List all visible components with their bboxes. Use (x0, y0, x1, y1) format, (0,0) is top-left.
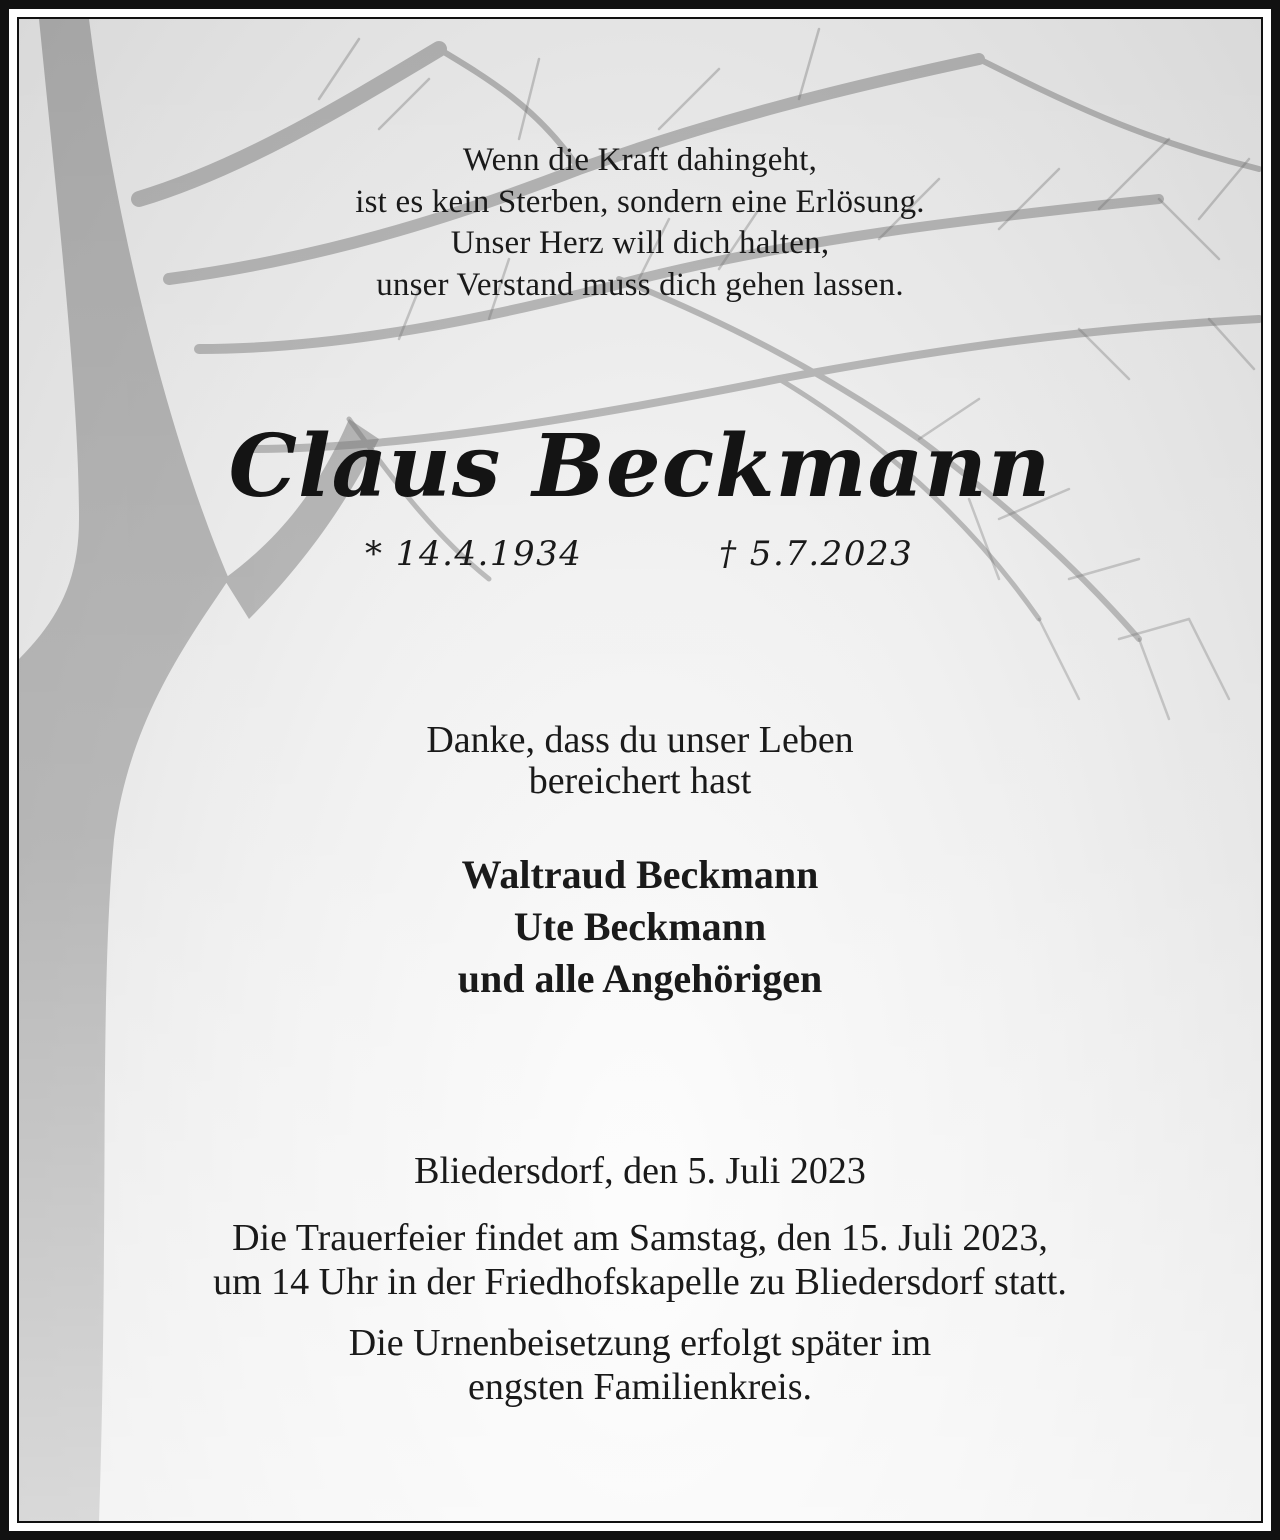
quote-line: Wenn die Kraft dahingeht, (462, 142, 818, 178)
thanks-line: bereichert hast (528, 760, 752, 802)
ceremony-info (19, 1216, 1261, 1304)
death-date: † 5.7.2023 (719, 534, 914, 574)
thanks-text (19, 720, 1261, 802)
quote-line: ist es kein Sterben, sondern eine Erlösung. (355, 183, 925, 220)
notice-frame (17, 17, 1263, 1523)
ceremony-line: Die Trauerfeier findet am Samstag, den 15. Juli 2023, (232, 1217, 1048, 1259)
quote-line: Unser Herz will dich halten, (450, 225, 830, 261)
birth-date: * 14.4.1934 (365, 534, 583, 574)
mourner-name: Waltraud Beckmann (461, 852, 819, 897)
thanks-line: Danke, dass du unser Leben (426, 719, 854, 761)
mourner-name: und alle Angehörigen (457, 956, 823, 1001)
deceased-name: Claus Beckmann (228, 416, 1052, 517)
burial-line: engsten Familienkreis. (467, 1366, 813, 1408)
mourner-name: Ute Beckmann (513, 904, 767, 949)
burial-info (19, 1321, 1261, 1409)
quote-text (19, 140, 1261, 306)
notice-content (19, 19, 1261, 1521)
place-date: Bliedersdorf, den 5. Juli 2023 (414, 1150, 866, 1192)
ceremony-line: um 14 Uhr in der Friedhofskapelle zu Bliedersdorf statt. (213, 1261, 1067, 1303)
mourners-list (19, 849, 1261, 1005)
burial-line: Die Urnenbeisetzung erfolgt später im (348, 1322, 932, 1364)
quote-line: unser Verstand muss dich gehen lassen. (376, 266, 904, 303)
